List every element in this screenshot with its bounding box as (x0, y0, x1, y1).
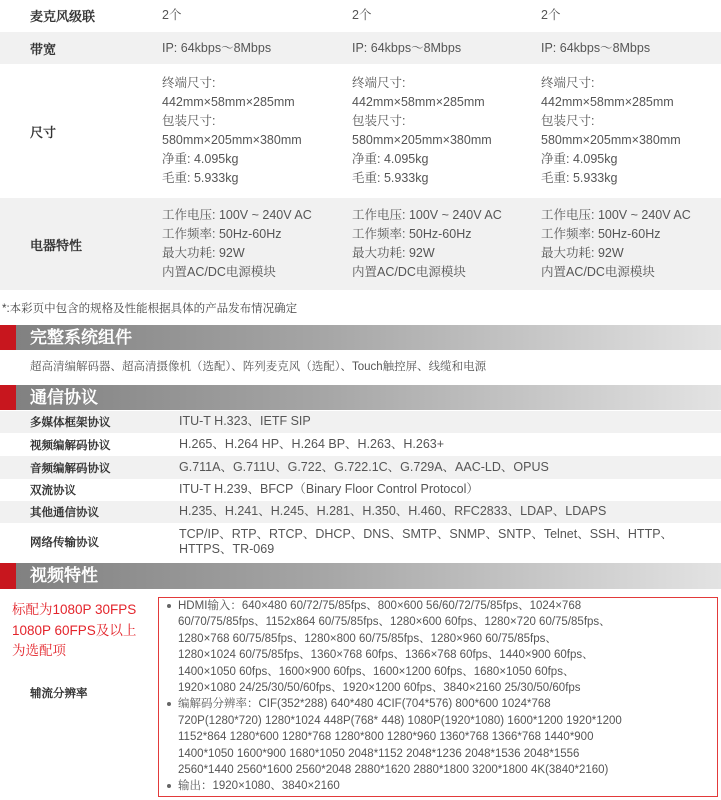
spec-value-line: 包装尺寸: (352, 114, 406, 128)
section-title: 通信协议 (30, 388, 98, 407)
spec-value-line: 580mm×205mm×380mm (541, 133, 681, 147)
protocol-label: 双流协议 (30, 485, 76, 497)
spec-value-line: 工作电压: 100V ~ 240V AC (162, 208, 312, 222)
protocol-label: 网络传输协议 (30, 537, 99, 549)
note-line: 1080P 60FPS及以上 (12, 622, 137, 638)
protocol-row (0, 523, 721, 561)
protocol-value (170, 414, 721, 430)
spec-cell-col3 (529, 206, 721, 282)
spec-row-label: 尺寸 (30, 124, 57, 140)
components-text: 超高清编解码器、超高清摄像机（选配）、阵列麦克风（选配）、Touch触控屏、线缆和电源 (30, 361, 487, 373)
protocol-value (170, 482, 721, 498)
note-line: 标配为1080P 30FPS (12, 602, 137, 617)
spec-value-line: 工作电压: 100V ~ 240V AC (352, 208, 502, 222)
spec-value-line: IP: 64kbps～8Mbps (541, 40, 651, 55)
section-header-video (0, 563, 721, 589)
spec-value-line: IP: 64kbps～8Mbps (162, 40, 272, 55)
resolution-item-codec (159, 696, 717, 778)
spec-value-line: 毛重: 5.933kg (162, 171, 239, 185)
spec-value-line: 580mm×205mm×380mm (352, 133, 492, 147)
spec-cell-col1 (150, 206, 340, 282)
note-line: 为选配项 (12, 643, 66, 658)
spec-cell-col3 (529, 6, 721, 25)
spec-cell-col2 (340, 74, 529, 188)
section-marker (0, 563, 16, 589)
resolution-list-box (158, 597, 718, 797)
spec-cell-col1 (150, 6, 340, 25)
spec-value-line: 工作频率: 50Hz-60Hz (162, 227, 282, 241)
spec-value-line: 净重: 4.095kg (352, 152, 429, 166)
spec-value-line: 毛重: 5.933kg (541, 171, 618, 185)
bullet-icon (167, 604, 171, 608)
resolution-line: 1400×1050 60fps、1600×900 60fps、1600×1200 60fps、1680×1050 60fps、 (178, 665, 575, 678)
resolution-line: 输出：1920×1080、3840×2160 (178, 780, 340, 793)
spec-value-line: 2个 (162, 8, 182, 22)
protocol-value (170, 437, 721, 453)
resolution-item-hdmi (159, 598, 717, 696)
spec-value-line: 442mm×58mm×285mm (541, 95, 674, 109)
section-header-components (0, 325, 721, 350)
spec-value-line: 442mm×58mm×285mm (352, 95, 485, 109)
resolution-item-output (159, 778, 717, 794)
spec-value-line: 终端尺寸: (541, 76, 595, 90)
aux-stream-resolution-label: 辅流分辨率 (30, 688, 88, 700)
resolution-line: 1920×1080 24/25/30/50/60fps、1920×1200 60fps、3840×2160 25/30/50/60fps (178, 682, 581, 695)
spec-cell-col1 (150, 74, 340, 188)
protocol-label: 其他通信协议 (30, 507, 99, 519)
spec-cell-col3 (529, 74, 721, 188)
spec-row-electrical (0, 198, 721, 290)
spec-cell-col2 (340, 6, 529, 25)
optional-config-note (12, 600, 136, 662)
section-title: 完整系统组件 (30, 328, 132, 347)
spec-value-line: 工作电压: 100V ~ 240V AC (541, 208, 691, 222)
section-marker (0, 385, 16, 410)
protocol-value-line: TCP/IP、RTP、RTCP、DHCP、DNS、SMTP、SNMP、SNTP、Telnet、SSH、HTTP、 (179, 526, 674, 541)
spec-value-line: 包装尺寸: (162, 114, 216, 128)
resolution-line: 1280×1024 60/75/85fps、1360×768 60fps、1366×768 60fps、1440×900 60fps、 (178, 649, 594, 662)
spec-value-line: 包装尺寸: (541, 114, 595, 128)
spec-cell-col3 (529, 39, 721, 58)
spec-row-label: 带宽 (30, 41, 57, 57)
protocol-value (170, 527, 721, 558)
spec-value-line: 终端尺寸: (352, 76, 406, 90)
protocol-value-line: H.265、H.264 HP、H.264 BP、H.263、H.263+ (179, 436, 445, 451)
spec-cell-col2 (340, 206, 529, 282)
protocol-row (0, 479, 721, 501)
spec-cell-col2 (340, 39, 529, 58)
spec-value-line: 内置AC/DC电源模块 (541, 265, 655, 279)
spec-value-line: 2个 (541, 8, 561, 22)
spec-value-line: 毛重: 5.933kg (352, 171, 429, 185)
spec-value-line: 最大功耗: 92W (352, 246, 435, 260)
spec-value-line: 净重: 4.095kg (541, 152, 618, 166)
resolution-line: 1280×768 60/75/85fps、1280×800 60/75/85fps、1280×960 60/75/85fps、 (178, 632, 557, 645)
protocol-value-line: H.235、H.241、H.245、H.281、H.350、H.460、RFC2833、LDAP、LDAPS (179, 504, 607, 519)
resolution-line: 2560*1440 2560*1600 2560*2048 2880*1620 2880*1800 3200*1800 4K(3840*2160) (178, 764, 609, 777)
spec-value-line: 最大功耗: 92W (541, 246, 624, 260)
protocol-value-line: G.711A、G.711U、G.722、G.722.1C、G.729A、AAC-LD、OPUS (179, 459, 549, 474)
protocol-row (0, 411, 721, 433)
spec-value-line: 580mm×205mm×380mm (162, 133, 302, 147)
protocol-row (0, 433, 721, 456)
protocol-value (170, 460, 721, 476)
resolution-line: 编解码分辨率：CIF(352*288) 640*480 4CIF(704*576) 800*600 1024*768 (178, 698, 551, 711)
resolution-line: 1400*1050 1600*900 1680*1050 2048*1152 2048*1236 2048*1536 2048*1556 (178, 747, 580, 760)
spec-row-label: 电器特性 (30, 237, 83, 253)
spec-value-line: 工作频率: 50Hz-60Hz (541, 227, 661, 241)
spec-row-bandwidth (0, 32, 721, 64)
section-title: 视频特性 (30, 566, 98, 585)
section-header-protocols (0, 385, 721, 410)
resolution-line: 720P(1280*720) 1280*1024 448P(768* 448) 1080P(1920*1080) 1600*1200 1920*1200 (178, 714, 622, 727)
spec-value-line: 净重: 4.095kg (162, 152, 239, 166)
resolution-line: 1152*864 1280*600 1280*768 1280*800 1280*960 1360*768 1366*768 1440*900 (178, 731, 594, 744)
bullet-icon (167, 702, 171, 706)
spec-value-line: 最大功耗: 92W (162, 246, 245, 260)
protocol-row (0, 501, 721, 523)
protocol-value-line: ITU-T H.239、BFCP（Binary Floor Control Protocol） (179, 482, 479, 497)
spec-row-mic-cascade (0, 0, 721, 31)
spec-value-line: 内置AC/DC电源模块 (352, 265, 466, 279)
resolution-line: 60/70/75/85fps、1152x864 60/75/85fps、1280×600 60fps、1280×720 60/75/85fps、 (178, 616, 611, 629)
resolution-line: HDMI输入：640×480 60/72/75/85fps、800×600 56/60/72/75/85fps、1024×768 (178, 600, 582, 612)
protocol-label: 音频编解码协议 (30, 462, 111, 475)
footnote: *:本彩页中包含的规格及性能根据具体的产品发布情况确定 (2, 303, 298, 315)
spec-row-label: 麦克风级联 (30, 9, 96, 24)
protocol-value-line: ITU-T H.323、IETF SIP (179, 414, 311, 429)
protocol-label: 多媒体框架协议 (30, 417, 111, 429)
spec-value-line: 终端尺寸: (162, 76, 216, 90)
spec-cell-col1 (150, 39, 340, 58)
bullet-icon (167, 784, 171, 788)
spec-value-line: IP: 64kbps～8Mbps (352, 40, 462, 55)
section-marker (0, 325, 16, 350)
protocol-value-line: HTTPS、TR-069 (179, 542, 275, 556)
spec-value-line: 内置AC/DC电源模块 (162, 265, 276, 279)
protocol-value (170, 504, 721, 520)
spec-value-line: 2个 (352, 8, 372, 22)
protocol-row (0, 456, 721, 479)
spec-row-dimensions (0, 64, 721, 198)
spec-value-line: 442mm×58mm×285mm (162, 95, 295, 109)
protocol-label: 视频编解码协议 (30, 439, 111, 452)
spec-value-line: 工作频率: 50Hz-60Hz (352, 227, 472, 241)
